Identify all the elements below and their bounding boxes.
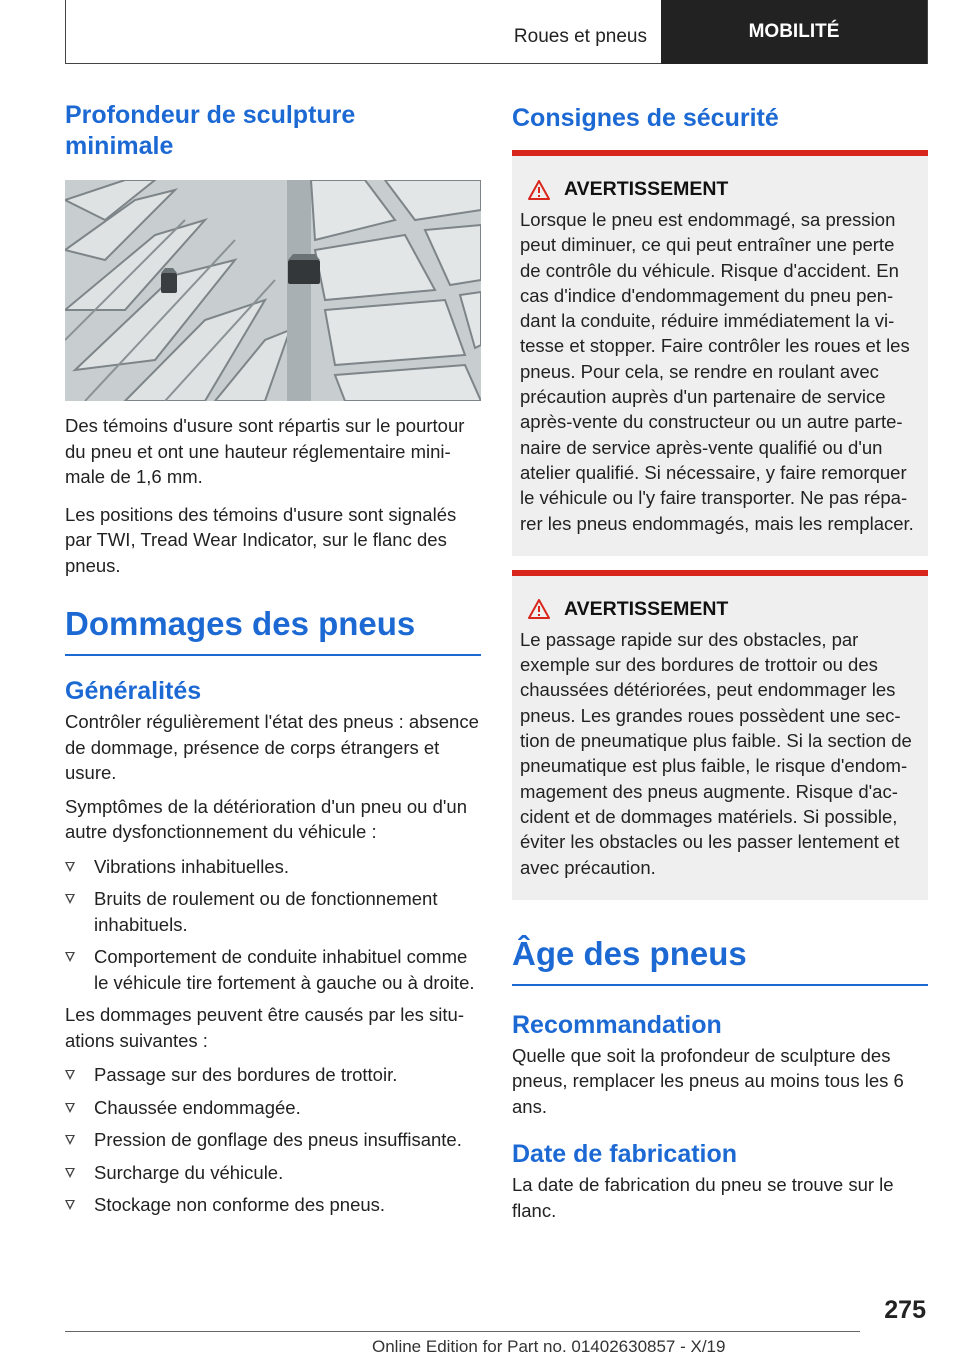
warning-triangle-icon bbox=[528, 599, 550, 619]
tire-damage-title: Dommages des pneus bbox=[65, 604, 481, 656]
tire-age-title: Âge des pneus bbox=[512, 934, 928, 986]
manufacture-date-heading: Date de fabrication bbox=[512, 1140, 738, 1169]
tread-paragraph-1: Des témoins d'usure sont répartis sur le pourtour du pneu et ont une hauteur réglementaire minimale de 1,6 mm. bbox=[65, 415, 465, 487]
list-item-text: Stockage non conforme des pneus. bbox=[94, 1194, 386, 1215]
bullet-triangle-icon bbox=[65, 894, 75, 904]
list-item-text: Pression de gonflage des pneus insuffisante. bbox=[94, 1129, 462, 1150]
right-column bbox=[512, 100, 928, 1223]
page-header bbox=[65, 0, 928, 64]
list-item bbox=[65, 1095, 481, 1121]
warning-box-2 bbox=[512, 570, 928, 900]
recommendation-heading: Recommandation bbox=[512, 1010, 722, 1039]
tire-tread-image bbox=[65, 180, 481, 401]
tread-paragraph-2: Les positions des témoins d'usure sont signalés par TWI, Tread Wear Indicator, sur le flanc des pneus. bbox=[65, 503, 457, 576]
causes-list bbox=[65, 1062, 481, 1218]
warning-text-2: Le passage rapide sur des obstacles, par exemple sur des bordures de trottoir ou des chaussées détériorées, peut endommager les pneus. Les grandes roues possèdent une section de pneumatique plus faible. Si la section de pneumatique est plus faible, le risque d'endommagement des pneus augmente. Risque d'accident et de dommages matériels. Si possible, éviter les obstacles ou les passer lentement et avec précaution. bbox=[520, 628, 912, 878]
footer-edition: Online Edition for Part no. 01402630857 - X/19 bbox=[372, 1337, 726, 1356]
bullet-triangle-icon bbox=[65, 1070, 75, 1080]
list-item-text: Surcharge du véhicule. bbox=[94, 1161, 284, 1183]
list-item-text: Vibrations inhabituelles. bbox=[94, 855, 290, 877]
footer-divider bbox=[65, 1331, 860, 1332]
list-item-text: Chaussée endommagée. bbox=[94, 1096, 301, 1118]
left-column bbox=[65, 100, 481, 1225]
header-section-title: Roues et pneus bbox=[513, 26, 647, 47]
recommendation-text: Quelle que soit la profondeur de sculpture des pneus, remplacer les pneus au moins tous les 6 ans. bbox=[512, 1044, 904, 1117]
bullet-triangle-icon bbox=[65, 1135, 75, 1145]
header-chapter-tab: MOBILITÉ bbox=[661, 0, 927, 64]
tread-depth-heading-line2: minimale bbox=[65, 132, 174, 160]
tread-depth-heading bbox=[65, 100, 481, 162]
list-item-text: Passage sur des bordures de trottoir. bbox=[94, 1064, 398, 1085]
warning-text-1: Lorsque le pneu est endommagé, sa pression peut diminuer, ce qui peut entraîner une perte de contrôle du véhicule. Risque d'accident. En cas d'indice d'endommagement du pneu pendant la conduite, réduire immédiatement la vitesse et stopper. Faire contrôler les roues et les pneus. Pour cela, se rendre en roulant avec précaution auprès d'un partenaire de service après-vente du constructeur ou un autre partenaire de service après-vente qualifié ou d'un atelier qualifié. Si nécessaire, y faire remorquer le véhicule ou l'y faire transporter. Ne pas réparer les pneus endommagés, mais les remplacer. bbox=[520, 209, 914, 534]
warning-box-1 bbox=[512, 150, 928, 556]
bullet-triangle-icon bbox=[65, 1103, 75, 1113]
warning-triangle-icon bbox=[528, 180, 550, 200]
list-item bbox=[65, 1160, 481, 1186]
general-heading: Généralités bbox=[65, 677, 202, 705]
list-item bbox=[65, 1062, 481, 1088]
general-paragraph-2: Symptômes de la détérioration d'un pneu ou d'un autre dysfonctionnement du véhicule : bbox=[65, 795, 467, 842]
list-item bbox=[65, 944, 481, 995]
list-item-text: Bruits de roulement ou de fonctionnement inhabituels. bbox=[94, 888, 438, 935]
list-item bbox=[65, 854, 481, 880]
list-item-text: Comportement de conduite inhabituel comme le véhicule tire fortement à gauche ou à droite. bbox=[94, 946, 475, 993]
warning-title-text: AVERTISSEMENT bbox=[564, 597, 729, 620]
symptoms-list bbox=[65, 854, 481, 996]
bullet-triangle-icon bbox=[65, 1200, 75, 1210]
list-item bbox=[65, 886, 481, 937]
warning-title-1 bbox=[520, 178, 920, 201]
page-number: 275 bbox=[884, 1296, 926, 1324]
bullet-triangle-icon bbox=[65, 952, 75, 962]
manufacture-date-text: La date de fabrication du pneu se trouve sur le flanc. bbox=[512, 1174, 894, 1221]
warning-title-2 bbox=[520, 598, 920, 621]
safety-heading: Consignes de sécurité bbox=[512, 104, 779, 132]
warning-title-text: AVERTISSEMENT bbox=[564, 178, 729, 200]
causes-intro: Les dommages peuvent être causés par les situations suivantes : bbox=[65, 1004, 464, 1051]
tread-depth-heading-line1: Profondeur de sculpture bbox=[65, 101, 356, 129]
general-paragraph-1: Contrôler régulièrement l'état des pneus : absence de dommage, présence de corps étrangers et usure. bbox=[65, 711, 479, 783]
list-item bbox=[65, 1192, 481, 1218]
bullet-triangle-icon bbox=[65, 862, 75, 872]
list-item bbox=[65, 1127, 481, 1153]
bullet-triangle-icon bbox=[65, 1168, 75, 1178]
